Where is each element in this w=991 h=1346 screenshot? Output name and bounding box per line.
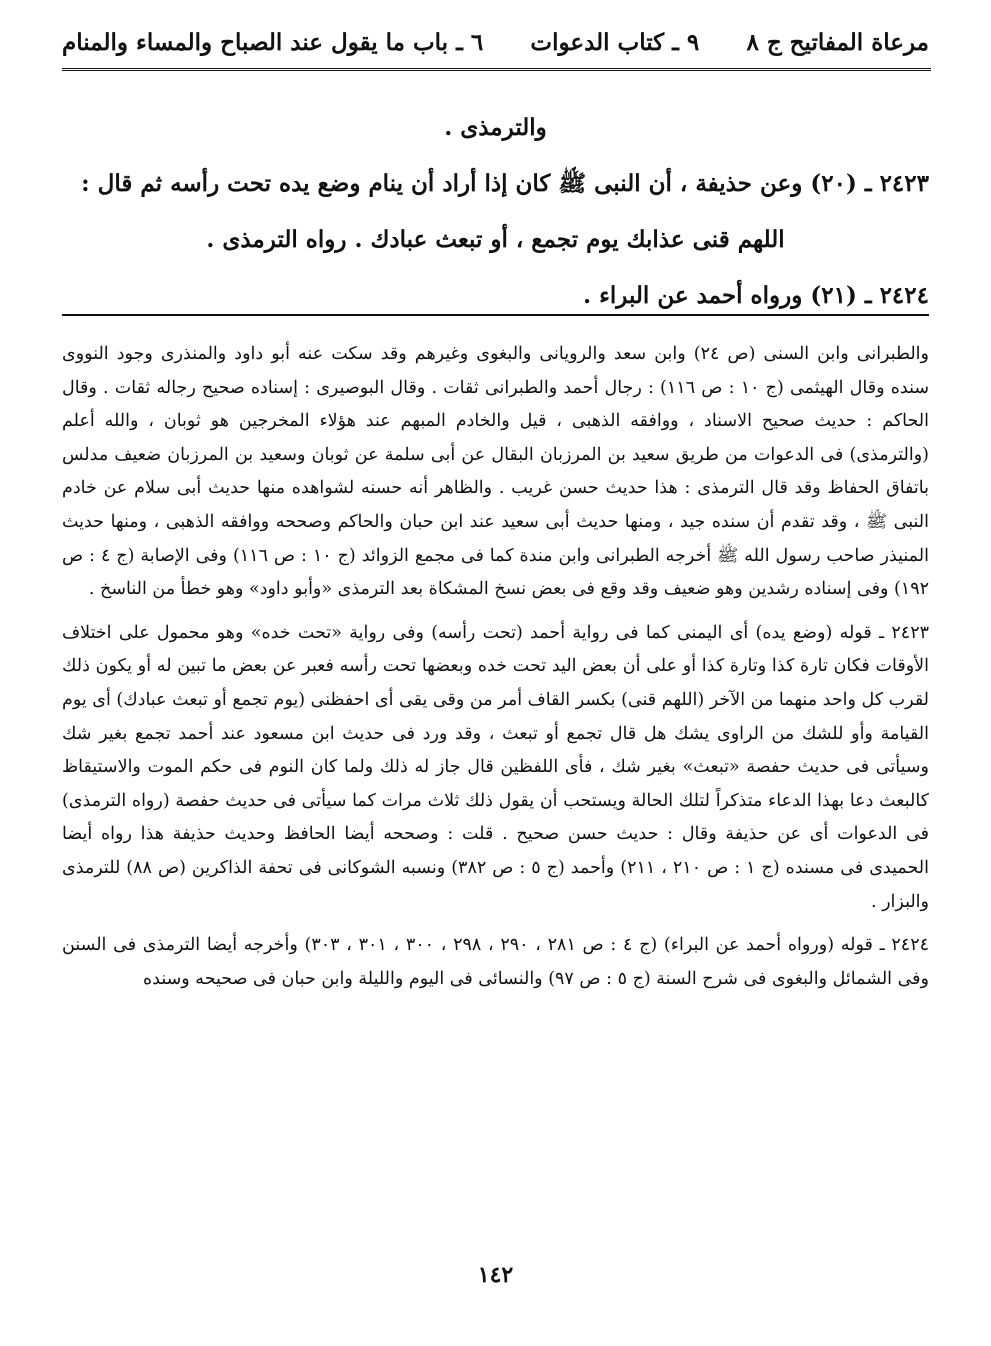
hadith-2423: ٢٤٢٣ ـ (٢٠) وعن حذيفة ، أن النبى ﷺ كان إذا أراد أن ينام وضع يده تحت رأسه ثم قال : [81, 170, 929, 197]
hadith-2423-dua: اللهم قنى عذابك يوم تجمع ، أو تبعث عبادك . رواه الترمذى . [206, 226, 785, 253]
header-chapter: ٩ ـ كتاب الدعوات [530, 28, 700, 56]
commentary-paragraph-1: والطبرانى وابن السنى (ص ٢٤) وابن سعد والرويانى والبغوى وغيرهم وقد سكت عنه أبو داود والمنذرى وجود النووى سنده وقال الهيثمى (ج ١٠ : ص ١١٦) : رجال أحمد والطبرانى ثقات . وقال البوصيرى : إسناده صحيح رجاله ثقات . وقال الحاكم : حديث صحيح الاسناد ، ووافقه الذهبى ، قيل والخادم المبهم عند هؤلاء المخرجين هو ثوبان ، والله أعلم (والترمذى) فى الدعوات من طريق سعيد بن المرزبان البقال عن أبى سلمة عن ثوبان وسعيد بن المرزبان ضعيف مدلس باتفاق الحفاظ وقد قال الترمذى : هذا حديث حسن غريب . والظاهر أنه حسنه لشواهده منها حديث أبى سلام عن خادم النبى ﷺ ، وقد تقدم أن سنده جيد ، ومنها حديث أبى سعيد عند ابن حبان والحاكم وصححه ووافقه الذهبى ، ومنها حديث المنيذر صاحب رسول الله ﷺ أخرجه الطبرانى وابن مندة كما فى مجمع الزوائد (ج ١٠ : ص ١١٦) وفى الإصابة (ج ٤ : ص ١٩٢) وفى إسناده رشدين وهو ضعيف وقد وقع فى بعض نسخ المشكاة بعد الترمذى «وأبو داود» وهو خطأ من الناسخ . [62, 344, 930, 600]
header-rule [62, 68, 931, 71]
hadith-2424: ٢٤٢٤ ـ (٢١) ورواه أحمد عن البراء . [583, 282, 929, 309]
commentary-rule [62, 314, 929, 316]
main-line-1: والترمذى . [444, 114, 547, 141]
commentary [62, 338, 929, 1006]
header-book-title: مرعاة المفاتيح ج ٨ [746, 28, 929, 56]
commentary-paragraph-2423: ٢٤٢٣ ـ قوله (وضع يده) أى اليمنى كما فى رواية أحمد (تحت رأسه) وفى رواية «تحت خده» وهو محمول على اختلاف الأوقات فكان تارة كذا وتارة كذا أو على أن بعض اليد تحت خده وبعضها تحت رأسه فعبر عن بعض ما تبين له أو يكون ذلك لقرب كل واحد منهما من الآخر (اللهم قنى) بكسر القاف أمر من وقى يقى أى احفظنى (يوم تجمع أو تبعث عبادك) أى يوم القيامة وأو للشك من الراوى يشك هل قال تجمع أو تبعث ، وقد ورد فى حديث ابن مسعود عند أحمد تجمع بغير شك وسيأتى فى حديث حفصة «تبعث» بغير شك ، فأى اللفظين قال جاز له ذلك ولما كان النوم فى حكم الموت والاستيقاظ كالبعث دعا بهذا الدعاء متذكراً لتلك الحالة ويستحب أن يقول ذلك ثلاث مرات كما سيأتى فى حديث حفصة (رواه الترمذى) فى الدعوات أى عن حذيفة وقال : حديث حسن صحيح . قلت : وصححه أيضا الحافظ وحديث حذيفة هذا رواه أيضا الحميدى فى مسنده (ج ١ : ص ٢١٠ ، ٢١١) وأحمد (ج ٥ : ص ٣٨٢) ونسبه الشوكانى فى تحفة الذاكرين (ص ٨٨) للترمذى والبزار . [62, 622, 929, 912]
commentary-paragraph-2424: ٢٤٢٤ ـ قوله (ورواه أحمد عن البراء) (ج ٤ : ص ٢٨١ ، ٢٩٠ ، ٢٩٨ ، ٣٠٠ ، ٣٠١ ، ٣٠٣) وأخرجه أيضا الترمذى فى السنن وفى الشمائل والبغوى فى شرح السنة (ج ٥ : ص ٩٧) والنسائى فى اليوم والليلة وابن حبان فى صحيحه وسنده [62, 935, 930, 989]
running-header [62, 22, 929, 62]
header-section: ٦ ـ باب ما يقول عند الصباح والمساء والمنام [62, 28, 484, 56]
page-number: ١٤٢ [477, 1262, 514, 1288]
main-text [62, 100, 929, 324]
